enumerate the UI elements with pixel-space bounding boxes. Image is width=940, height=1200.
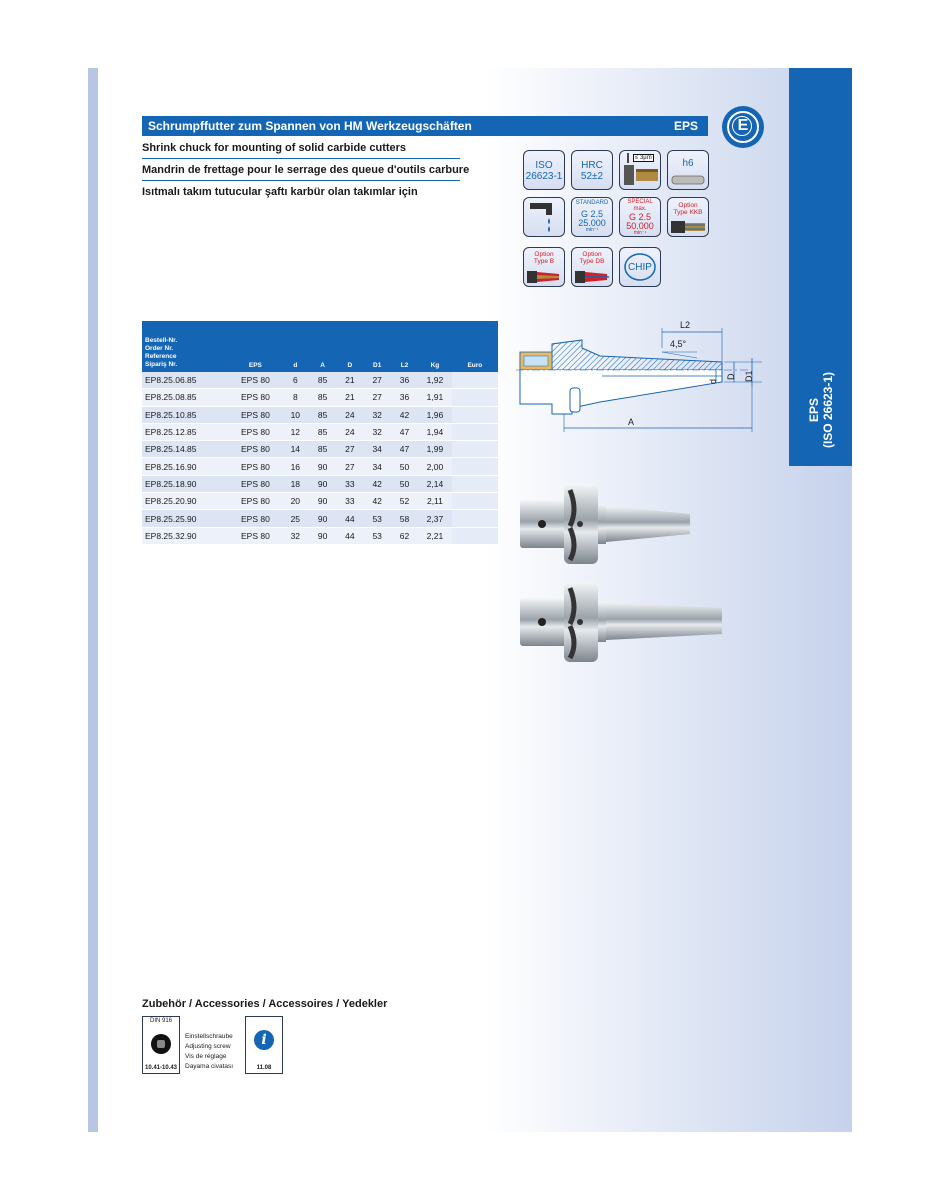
table-cell: EPS 80 — [229, 527, 282, 544]
divider — [142, 158, 460, 159]
table-cell: 12 — [282, 423, 309, 440]
table-row — [142, 510, 498, 527]
column-header-l2: L2 — [391, 321, 418, 372]
table-cell: 47 — [391, 441, 418, 458]
drawing-label-d1: D1 — [744, 370, 754, 382]
table-row — [142, 475, 498, 492]
table-cell: 10 — [282, 406, 309, 423]
table-cell — [452, 441, 498, 458]
table-row — [142, 458, 498, 475]
runout-icon: ≤ 3µm — [619, 150, 661, 190]
hardness-icon: HRC 52±2 — [571, 150, 613, 190]
table-cell: 1,96 — [418, 406, 452, 423]
table-cell: 36 — [391, 389, 418, 406]
table-cell: 42 — [391, 406, 418, 423]
table-cell: 85 — [309, 423, 336, 440]
info-card[interactable] — [245, 1016, 283, 1074]
column-header-a: A — [309, 321, 336, 372]
iso-standard-icon: ISO 26623-1 — [523, 150, 565, 190]
table-cell: EP8.25.14.85 — [142, 441, 229, 458]
table-cell: 53 — [364, 527, 391, 544]
table-cell: 33 — [336, 493, 363, 510]
side-tab-line2: (ISO 26623-1) — [821, 371, 835, 449]
option-kkb-icon: Option Type KKB — [667, 197, 709, 237]
table-cell: 53 — [364, 510, 391, 527]
table-cell — [452, 527, 498, 544]
table-cell: EPS 80 — [229, 389, 282, 406]
table-cell: EP8.25.16.90 — [142, 458, 229, 475]
chip-icon: CHIP — [619, 247, 661, 287]
table-row — [142, 406, 498, 423]
table-cell: 1,94 — [418, 423, 452, 440]
divider — [142, 180, 460, 181]
table-cell: 32 — [364, 423, 391, 440]
table-cell: 20 — [282, 493, 309, 510]
table-cell: 1,91 — [418, 389, 452, 406]
logo-letter: E — [737, 117, 749, 134]
technical-drawing — [512, 318, 764, 436]
table-cell: EP8.25.06.85 — [142, 372, 229, 389]
table-cell: 25 — [282, 510, 309, 527]
table-cell: 85 — [309, 389, 336, 406]
table-row — [142, 372, 498, 389]
table-cell: 90 — [309, 475, 336, 492]
product-photo-long — [512, 578, 732, 668]
table-cell: 8 — [282, 389, 309, 406]
table-cell: EP8.25.18.90 — [142, 475, 229, 492]
accessory-page-ref: 10.41-10.43 — [144, 1065, 178, 1071]
table-cell: 2,21 — [418, 527, 452, 544]
product-photo-short — [512, 480, 702, 570]
table-cell: 50 — [391, 458, 418, 475]
accessories-title: Zubehör / Accessories / Accessoires / Yedekler — [142, 998, 388, 1010]
table-cell: 85 — [309, 372, 336, 389]
column-header-big-d: D — [336, 321, 363, 372]
side-tab-label — [807, 372, 835, 448]
left-stripe — [88, 68, 98, 1132]
title-bar — [142, 116, 708, 136]
column-header-eps: EPS — [229, 321, 282, 372]
table-cell: 21 — [336, 389, 363, 406]
table-cell: 52 — [391, 493, 418, 510]
option-db-icon: Option Type DB — [571, 247, 613, 287]
table-cell: 27 — [336, 458, 363, 475]
table-cell: EP8.25.12.85 — [142, 423, 229, 440]
table-cell — [452, 372, 498, 389]
subtitle-tr: Isıtmalı takım tutucular şaftı karbür olan takımlar için — [142, 186, 418, 198]
page-title: Schrumpffutter zum Spannen von HM Werkzeugschäften — [148, 119, 472, 133]
page-background — [88, 68, 852, 1132]
table-cell — [452, 510, 498, 527]
column-header-d: d — [282, 321, 309, 372]
table-cell: 34 — [364, 458, 391, 475]
table-cell: EP8.25.08.85 — [142, 389, 229, 406]
side-tab-line1: EPS — [807, 397, 821, 423]
table-cell: 24 — [336, 406, 363, 423]
h6-tolerance-icon: h6 — [667, 150, 709, 190]
table-cell: 42 — [364, 475, 391, 492]
column-header-order: Bestell-Nr. Order Nr. Reference Sipariş Nr. — [142, 321, 229, 372]
table-cell: 90 — [309, 458, 336, 475]
din-label: DIN 916 — [149, 1018, 172, 1024]
table-cell: 2,14 — [418, 475, 452, 492]
table-row — [142, 423, 498, 440]
table-cell — [452, 458, 498, 475]
table-cell: EPS 80 — [229, 423, 282, 440]
table-cell: 24 — [336, 423, 363, 440]
table-cell: EPS 80 — [229, 458, 282, 475]
table-cell — [452, 475, 498, 492]
drawing-label-l2: L2 — [680, 320, 691, 330]
coolant-icon — [523, 197, 565, 237]
table-cell: 6 — [282, 372, 309, 389]
subtitle-fr: Mandrin de frettage pour le serrage des queue d'outils carbure — [142, 164, 470, 176]
table-cell: 16 — [282, 458, 309, 475]
drawing-label-angle: 4,5° — [670, 339, 687, 349]
table-cell: 2,00 — [418, 458, 452, 475]
subtitle-en: Shrink chuck for mounting of solid carbide cutters — [142, 142, 407, 154]
table-cell: 33 — [336, 475, 363, 492]
table-cell: 90 — [309, 510, 336, 527]
table-cell: 42 — [364, 493, 391, 510]
table-cell: 27 — [336, 441, 363, 458]
table-cell: 85 — [309, 406, 336, 423]
drawing-label-d: d — [708, 378, 718, 384]
table-cell: EPS 80 — [229, 406, 282, 423]
table-cell: 36 — [391, 372, 418, 389]
drawing-label-a: A — [628, 417, 635, 427]
table-cell: EP8.25.20.90 — [142, 493, 229, 510]
table-cell — [452, 423, 498, 440]
adjusting-screw-icon — [151, 1034, 171, 1054]
table-cell: 90 — [309, 493, 336, 510]
table-cell: EPS 80 — [229, 441, 282, 458]
table-cell — [452, 389, 498, 406]
table-header — [142, 321, 498, 372]
table-cell: EPS 80 — [229, 493, 282, 510]
table-cell: 62 — [391, 527, 418, 544]
table-cell: EPS 80 — [229, 372, 282, 389]
table-cell: 90 — [309, 527, 336, 544]
drawing-label-big-d: D — [726, 373, 736, 380]
balancing-special-icon: SPECIAL max. G 2.5 50.000 min⁻¹ — [619, 197, 661, 237]
table-cell — [452, 406, 498, 423]
table-cell: EP8.25.32.90 — [142, 527, 229, 544]
table-cell: 21 — [336, 372, 363, 389]
table-cell: 2,37 — [418, 510, 452, 527]
balancing-standard-icon: STANDARD G 2.5 25.000 min⁻¹ — [571, 197, 613, 237]
table-cell: 50 — [391, 475, 418, 492]
table-cell: EP8.25.10.85 — [142, 406, 229, 423]
table-cell: 34 — [364, 441, 391, 458]
table-row — [142, 527, 498, 544]
column-header-d1: D1 — [364, 321, 391, 372]
table-cell: 1,99 — [418, 441, 452, 458]
table-cell: 44 — [336, 510, 363, 527]
table-cell: EPS 80 — [229, 510, 282, 527]
table-cell: 47 — [391, 423, 418, 440]
info-icon: i — [254, 1030, 274, 1050]
table-cell: 27 — [364, 389, 391, 406]
table-cell: 32 — [364, 406, 391, 423]
table-cell: 32 — [282, 527, 309, 544]
table-cell: 85 — [309, 441, 336, 458]
column-header-kg: Kg — [418, 321, 452, 372]
table-cell: 27 — [364, 372, 391, 389]
table-cell — [452, 493, 498, 510]
table-cell: 1,92 — [418, 372, 452, 389]
table-row — [142, 493, 498, 510]
brand-logo-icon — [722, 106, 764, 148]
table-cell: EP8.25.25.90 — [142, 510, 229, 527]
table-cell: 18 — [282, 475, 309, 492]
table-cell: EPS 80 — [229, 475, 282, 492]
option-b-icon: Option Type B — [523, 247, 565, 287]
info-page-ref: 11.08 — [256, 1065, 272, 1071]
table-cell: 14 — [282, 441, 309, 458]
table-cell: 58 — [391, 510, 418, 527]
table-cell: 2,11 — [418, 493, 452, 510]
product-table — [142, 321, 498, 545]
table-row — [142, 441, 498, 458]
product-code: EPS — [673, 119, 698, 133]
column-header-euro: Euro — [452, 321, 498, 372]
table-row — [142, 389, 498, 406]
accessory-screw-card[interactable] — [142, 1016, 180, 1074]
table-cell: 44 — [336, 527, 363, 544]
accessory-description: Einstellschraube Adjusting screw Vis de réglage Dayama civatası — [185, 1033, 234, 1070]
